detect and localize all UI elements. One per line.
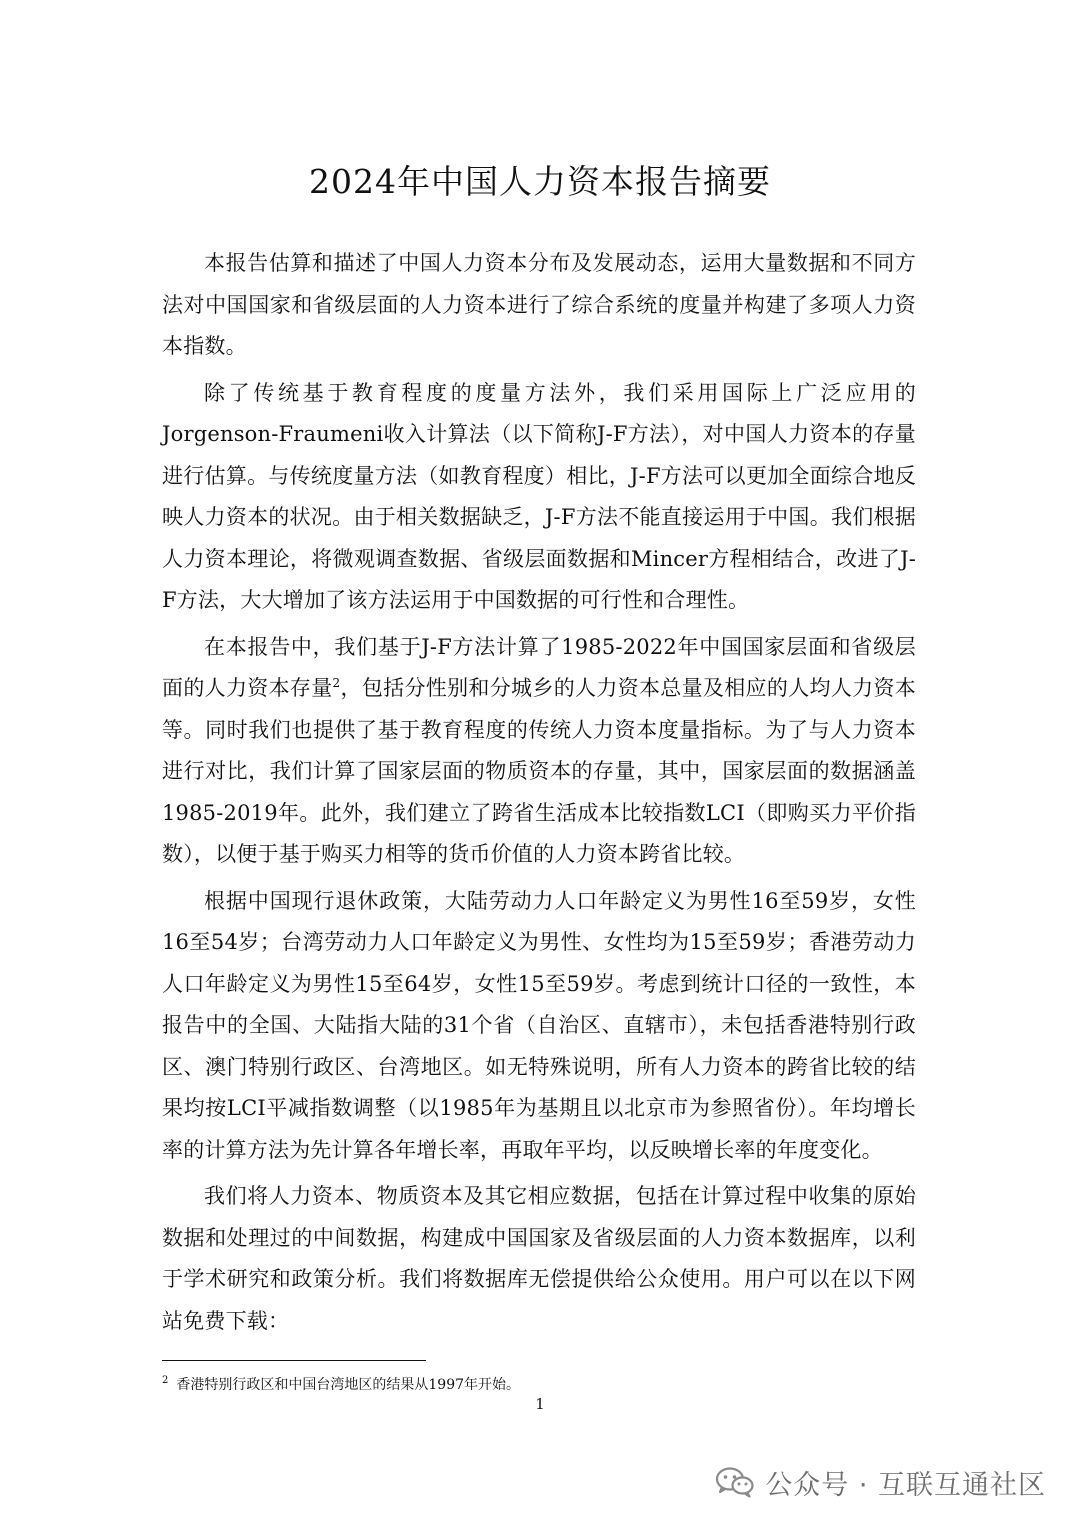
watermark (715, 1462, 1046, 1502)
paragraph-definitions: 根据中国现行退休政策，大陆劳动力人口年龄定义为男性16至59岁，女性16至54岁；台湾劳动力人口年龄定义为男性、女性均为15至59岁；香港劳动力人口年龄定义为男性15至64岁，女性15至59岁。考虑到统计口径的一致性，本报告中的全国、大陆指大陆的31个省（自治区、直辖市），未包括香港特别行政区、澳门特别行政区、台湾地区。如无特殊说明，所有人力资本的跨省比较的结果均按LCI平减指数调整（以1985年为基期且以北京市为参照省份）。年均增长率的计算方法为先计算各年增长率，再取年平均，以反映增长率的年度变化。 (162, 888, 916, 1162)
footnote-reference: 2 (332, 676, 341, 690)
paragraph-database: 我们将人力资本、物质资本及其它相应数据，包括在计算过程中收集的原始数据和处理过的中间数据，构建成中国国家及省级层面的人力资本数据库，以利于学术研究和政策分析。我们将数据库无偿提供给公众使用。用户可以在以下网站免费下载： (162, 1184, 916, 1333)
page-number: 1 (535, 1395, 545, 1413)
paragraph-scope-part-2: ，包括分性别和分城乡的人力资本总量及相应的人均人力资本等。同时我们也提供了基于教育程度的传统人力资本度量指标。为了与人力资本进行对比，我们计算了国家层面的物质资本的存量，其中，国家层面的数据涵盖1985-2019年。此外，我们建立了跨省生活成本比较指数LCI（即购买力平价指数），以便于基于购买力相等的货币价值的人力资本跨省比较。 (162, 676, 916, 866)
footnote-divider (162, 1360, 426, 1361)
watermark-text: 公众号 · 互联互通社区 (765, 1469, 1046, 1501)
paragraph-intro: 本报告估算和描述了中国人力资本分布及发展动态，运用大量数据和不同方法对中国国家和省级层面的人力资本进行了综合系统的度量并构建了多项人力资本指数。 (162, 251, 916, 358)
document-body (162, 243, 916, 1347)
footnote-text: 香港特别行政区和中国台湾地区的结果从1997年开始。 (176, 1377, 521, 1393)
footnote-mark: 2 (162, 1375, 169, 1387)
paragraph-scope (162, 627, 916, 876)
page-title: 2024年中国人力资本报告摘要 (309, 162, 771, 201)
wechat-icon (715, 1466, 755, 1498)
paragraph-method: 除了传统基于教育程度的度量方法外，我们采用国际上广泛应用的Jorgenson-Fraumeni收入计算法（以下简称J-F方法），对中国人力资本的存量进行估算。与传统度量方法（如教育程度）相比，J-F方法可以更加全面综合地反映人力资本的状况。由于相关数据缺乏，J-F方法不能直接运用于中国。我们根据人力资本理论，将微观调查数据、省级层面数据和Mincer方程相结合，改进了J-F方法，大大增加了该方法运用于中国数据的可行性和合理性。 (162, 380, 916, 612)
paragraph-scope-part-1: 在本报告中，我们基于J-F方法计算了1985-2022年中国国家层面和省级层面的人力资本存量 (162, 634, 916, 700)
